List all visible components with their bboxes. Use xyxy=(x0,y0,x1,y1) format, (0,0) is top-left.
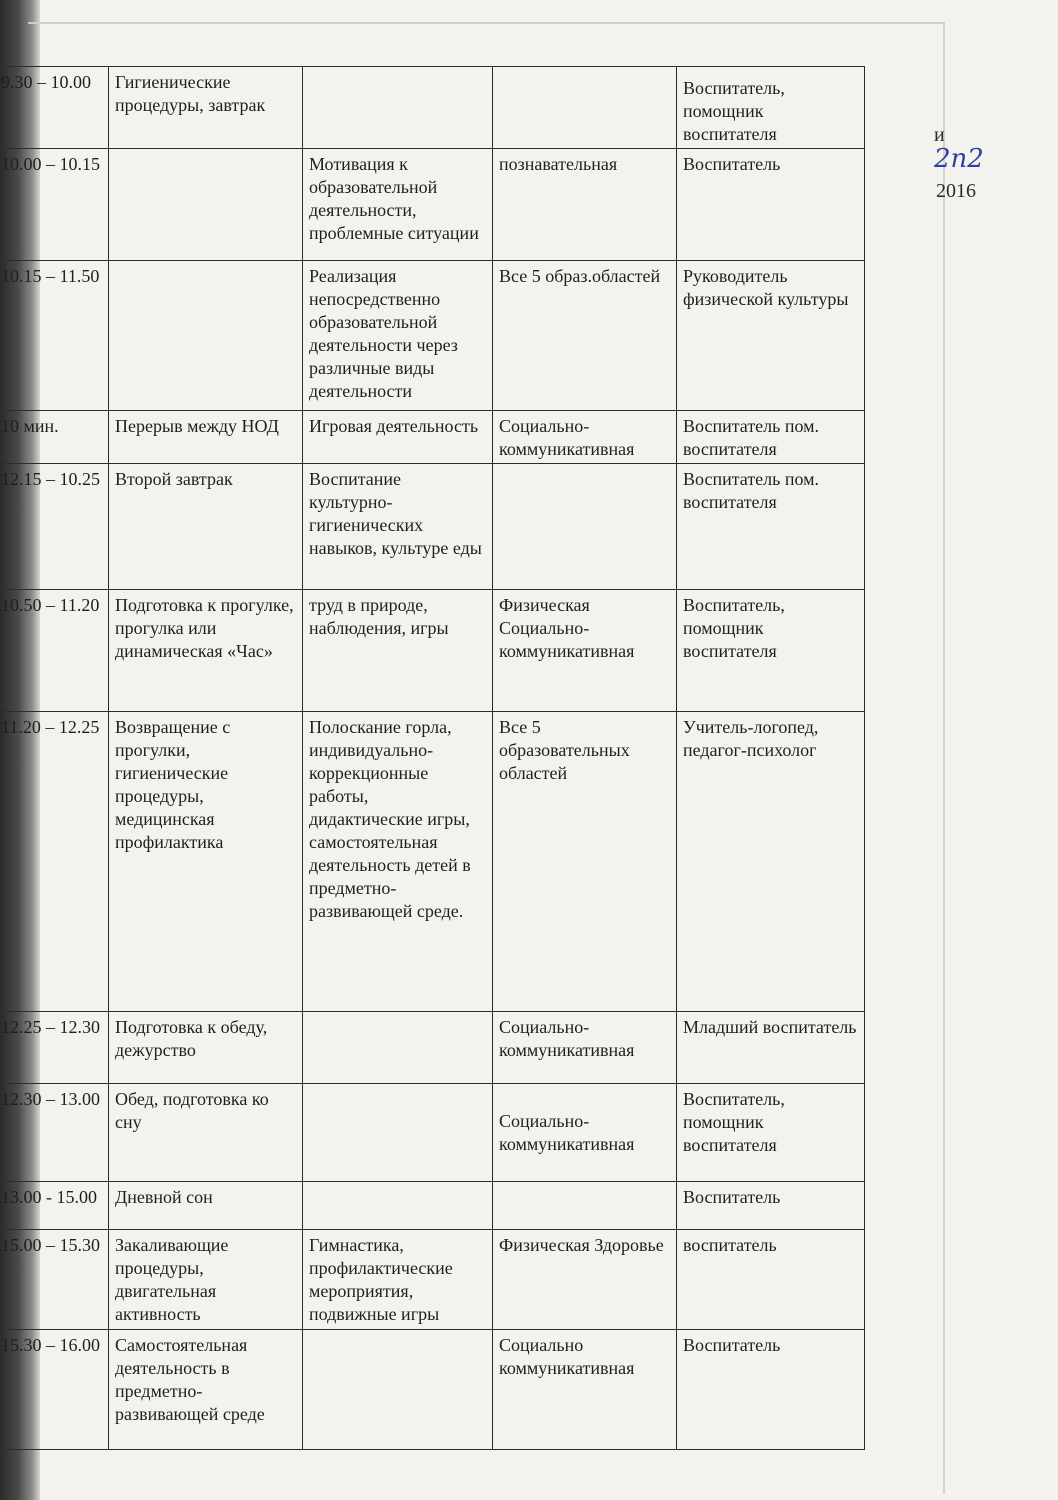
time-cell: 10.00 – 10.15 xyxy=(0,149,109,261)
table-row xyxy=(0,67,865,149)
handwritten-signature: 2п2 xyxy=(934,144,984,174)
content-cell xyxy=(303,1182,493,1230)
table-row xyxy=(0,1330,865,1450)
area-cell: Физическая Социально-коммуникативная xyxy=(493,590,677,712)
responsible-cell: Воспитатель пом. воспитателя xyxy=(677,464,865,590)
margin-letter: и xyxy=(934,124,945,146)
responsible-cell: Младший воспитатель xyxy=(677,1012,865,1084)
responsible-cell: Воспитатель xyxy=(677,1182,865,1230)
responsible-cell: Воспитатель пом. воспитателя xyxy=(677,411,865,464)
table-row xyxy=(0,712,865,1012)
content-cell: Полоскание горла, индивидуально-коррекционные работы, дидактические игры, самостоятельная деятельность детей в предметно-развивающей среде. xyxy=(303,712,493,1012)
responsible-cell: воспитатель xyxy=(677,1230,865,1330)
stage-cell xyxy=(109,149,303,261)
time-cell: 15.00 – 15.30 xyxy=(0,1230,109,1330)
content-cell xyxy=(303,1330,493,1450)
time-cell: 9.30 – 10.00 xyxy=(0,67,109,149)
daily-schedule-table xyxy=(0,66,865,1450)
content-cell: Гимнастика, профилактические мероприятия, подвижные игры xyxy=(303,1230,493,1330)
responsible-cell: Руководитель физической культуры xyxy=(677,261,865,411)
time-cell: 15.30 – 16.00 xyxy=(0,1330,109,1450)
table-row xyxy=(0,1182,865,1230)
table-row xyxy=(0,1084,865,1182)
time-cell: 10.50 – 11.20 xyxy=(0,590,109,712)
content-cell: Воспитание культурно-гигиенических навыков, культуре еды xyxy=(303,464,493,590)
content-cell xyxy=(303,67,493,149)
area-cell: Социально-коммуникативная xyxy=(493,1084,677,1182)
stage-cell: Возвращение с прогулки, гигиенические процедуры, медицинская профилактика xyxy=(109,712,303,1012)
time-cell: 10.15 – 11.50 xyxy=(0,261,109,411)
table-row xyxy=(0,464,865,590)
stage-cell: Второй завтрак xyxy=(109,464,303,590)
area-cell: Все 5 образ.областей xyxy=(493,261,677,411)
time-cell: 12.25 – 12.30 xyxy=(0,1012,109,1084)
stage-cell: Дневной сон xyxy=(109,1182,303,1230)
time-cell: 12.30 – 13.00 xyxy=(0,1084,109,1182)
content-cell xyxy=(303,1084,493,1182)
stage-cell: Перерыв между НОД xyxy=(109,411,303,464)
stage-cell: Подготовка к прогулке, прогулка или динамическая «Час» xyxy=(109,590,303,712)
area-cell: Социально-коммуникативная xyxy=(493,1012,677,1084)
content-cell: Игровая деятельность xyxy=(303,411,493,464)
stage-cell: Самостоятельная деятельность в предметно-развивающей среде xyxy=(109,1330,303,1450)
area-cell xyxy=(493,67,677,149)
area-cell: Физическая Здоровье xyxy=(493,1230,677,1330)
responsible-cell: Воспитатель, помощник воспитателя xyxy=(677,67,865,149)
stage-cell: Подготовка к обеду, дежурство xyxy=(109,1012,303,1084)
content-cell xyxy=(303,1012,493,1084)
area-cell xyxy=(493,464,677,590)
responsible-cell: Воспитатель, помощник воспитателя xyxy=(677,1084,865,1182)
responsible-cell: Воспитатель xyxy=(677,149,865,261)
area-cell xyxy=(493,1182,677,1230)
time-cell: 10 мин. xyxy=(0,411,109,464)
table-row xyxy=(0,261,865,411)
content-cell: Мотивация к образовательной деятельности, проблемные ситуации xyxy=(303,149,493,261)
time-cell: 13.00 - 15.00 xyxy=(0,1182,109,1230)
responsible-cell: Учитель-логопед, педагог-психолог xyxy=(677,712,865,1012)
table-row xyxy=(0,149,865,261)
stage-cell: Закаливающие процедуры, двигательная активность xyxy=(109,1230,303,1330)
area-cell: Все 5 образовательных областей xyxy=(493,712,677,1012)
time-cell: 11.20 – 12.25 xyxy=(0,712,109,1012)
table-row xyxy=(0,411,865,464)
area-cell: Социально-коммуникативная xyxy=(493,411,677,464)
stage-cell xyxy=(109,261,303,411)
margin-year: 2016 xyxy=(936,180,976,202)
table-row xyxy=(0,1230,865,1330)
responsible-cell: Воспитатель, помощник воспитателя xyxy=(677,590,865,712)
responsible-cell: Воспитатель xyxy=(677,1330,865,1450)
time-cell: 12.15 – 10.25 xyxy=(0,464,109,590)
stage-cell: Гигиенические процедуры, завтрак xyxy=(109,67,303,149)
content-cell: труд в природе, наблюдения, игры xyxy=(303,590,493,712)
area-cell: Социально коммуникативная xyxy=(493,1330,677,1450)
area-cell: познавательная xyxy=(493,149,677,261)
content-cell: Реализация непосредственно образовательной деятельности через различные виды деятельности xyxy=(303,261,493,411)
stage-cell: Обед, подготовка ко сну xyxy=(109,1084,303,1182)
table-row xyxy=(0,1012,865,1084)
table-row xyxy=(0,590,865,712)
